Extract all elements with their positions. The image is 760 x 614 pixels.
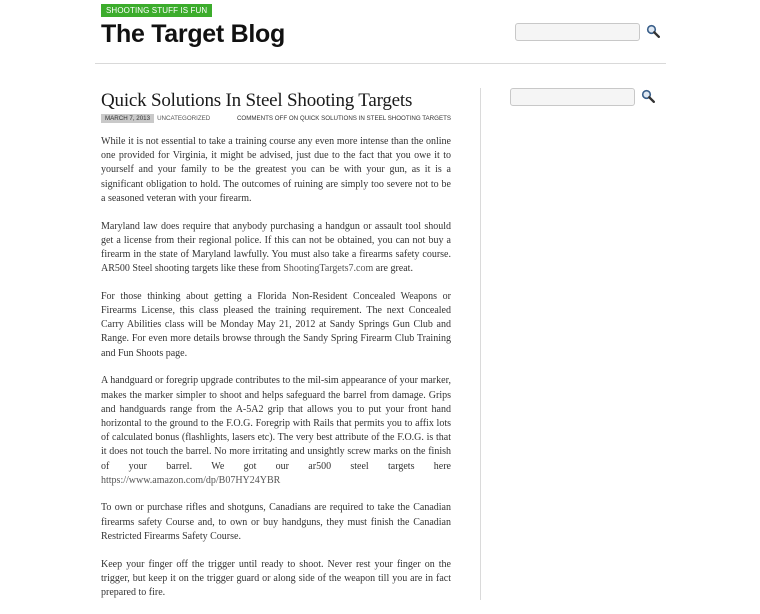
amazon-link[interactable]: https://www.amazon.com/dp/B07HY24YBR (101, 474, 281, 486)
post-content (101, 135, 451, 614)
sidebar-search (510, 88, 655, 106)
sidebar-divider (480, 88, 481, 600)
header-divider (95, 63, 666, 64)
post-date: MARCH 7, 2013 (101, 114, 154, 123)
paragraph: Keep your finger off the trigger until ready to shoot. Never rest your finger on the trigger, but keep it on the trigger guard or along side of the weapon till you are in fact prepared to fire. (101, 558, 451, 598)
paragraph-text: are great. (373, 263, 413, 275)
site-title[interactable]: The Target Blog (101, 20, 285, 48)
header-search-input[interactable] (515, 23, 640, 41)
post-title[interactable]: Quick Solutions In Steel Shooting Targets (101, 90, 413, 111)
paragraph: While it is not essential to take a training course any even more intense than the online one provided for Virginia, it might be advised, just due to the fact that you owe it to yourself and your family to be the greatest you can be with your gun, as it is a significant obligation to hold. The outcomes of ruining are simply too severe not to be a seasoned veteran with your firearm. (101, 136, 451, 204)
paragraph: To own or purchase rifles and shotguns, Canadians are required to take the Canadian firearms safety Course and, to own or buy handguns, they must finish the Canadian Restricted Firearms Safety Course. (101, 502, 451, 542)
post-comments-status: COMMENTS OFF ON QUICK SOLUTIONS IN STEEL SHOOTING TARGETS (236, 115, 451, 122)
paragraph (101, 220, 451, 277)
paragraph-text: A handguard or foregrip upgrade contributes to the mil-sim appearance of your marker, makes the marker simpler to shoot and helps safeguard the barrel from damage. Grips and handguards range from the A-5A2 grip that allows you to put your front hand horizontal to the ground to the F.O.G. Foregrip with Rails that permits you to affix lots of calculated bonus (flashlights, lasers etc). The very best attribute of the F.O.G. is that it does not touch the barrel. No more irritating and unsightly screw marks on the finish of your barrel. We got our ar500 steel targets here (101, 375, 451, 472)
sidebar-search-input[interactable] (510, 88, 635, 106)
shootingtargets7-link[interactable]: ShootingTargets7.com (283, 263, 374, 275)
post-meta (101, 114, 451, 124)
post-category-link[interactable]: UNCATEGORIZED (157, 115, 211, 122)
site-tagline: SHOOTING STUFF IS FUN (101, 4, 212, 17)
magnifier-icon[interactable] (646, 24, 660, 38)
magnifier-icon[interactable] (641, 89, 655, 103)
header-search (515, 23, 660, 41)
paragraph: For those thinking about getting a Florida Non-Resident Concealed Weapons or Firearms License, this class pleased the training requirement. The next Concealed Carry Abilities class will be Monday May 21, 2012 at Sandy Springs Gun Club and Range. For even more details browse through the Sandy Spring Firearm Club Training and Fun Shoots page. (101, 290, 451, 359)
paragraph (101, 374, 451, 488)
paragraph-text: Maryland law does require that anybody purchasing a handgun or assault tool should get a license from their regional police. If this can not be obtained, you can not buy a firearm in the state of Maryland lawfully. You must also take a firearms safety course. AR500 Steel shooting targets like these from (101, 220, 451, 275)
